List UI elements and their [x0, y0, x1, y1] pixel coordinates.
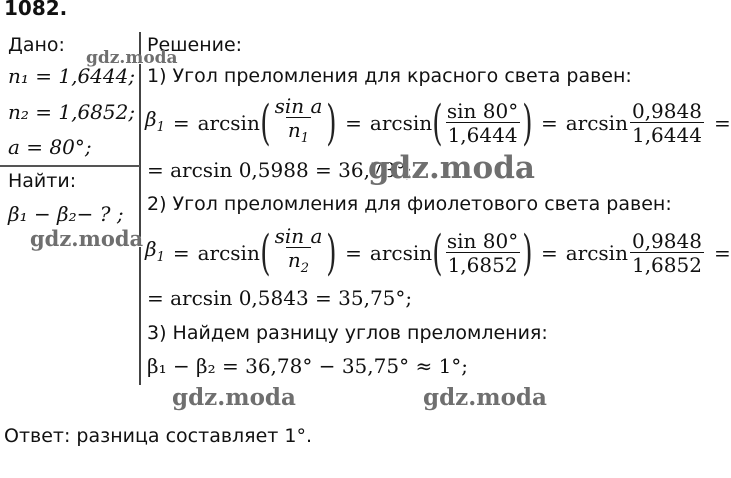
watermark-logo: gdz.moda: [368, 150, 535, 186]
find-title: Найти:: [8, 170, 77, 192]
eq2-arcsin: arcsin: [197, 241, 260, 265]
eq1-lhs: $\beta_1$: [145, 106, 165, 135]
step1-text: 1) Угол преломления для красного света равен:: [147, 65, 632, 87]
eq1-fraction-symbolic: $\frac{\text{sin a}}{n_1}$: [273, 95, 325, 151]
equation-2: $\beta_1$ = arcsin ( $\frac{\text{sin a}}{n_2}$ ) = arcsin ( $\frac{\sin 80^\circ}{1,6852}$ ) = arcsin $\frac{0,9848}{1,6852}$ =: [145, 224, 731, 281]
eq2-lhs: $\beta_1$: [145, 236, 165, 265]
problem-number: 1082.: [4, 0, 68, 20]
find-expression: β₁ − β₂− ? ;: [8, 202, 124, 226]
given-n1: n₁ = 1,6444;: [8, 64, 136, 88]
eq1-fraction-value: $\frac{0,9848}{1,6444}$: [631, 98, 702, 147]
eq3-difference: β₁ − β₂ = 36,78° − 35,75° ≈ 1°;: [147, 354, 469, 378]
given-find-divider: [0, 165, 140, 167]
given-angle: a = 80°;: [8, 135, 92, 159]
eq2-fraction-value: $\frac{0,9848}{1,6852}$: [631, 228, 702, 277]
solution-title: Решение:: [147, 34, 243, 56]
step2-text: 2) Угол преломления для фиолетового света равен:: [147, 193, 672, 215]
equation-1: $\beta_1$ = arcsin ( $\frac{\text{sin a}}{n_1}$ ) = arcsin ( $\frac{\sin 80^\circ}{1,6444}$ ) = arcsin $\frac{0,9848}{1,6444}$ =: [145, 94, 731, 151]
given-n2: n₂ = 1,6852;: [8, 100, 136, 124]
eq1-fraction-numeric: $\frac{\sin 80^\circ}{1,6444}$: [446, 98, 519, 147]
eq2-fraction-symbolic: $\frac{\text{sin a}}{n_2}$: [273, 225, 325, 281]
watermark-logo: gdz.moda: [30, 226, 144, 251]
watermark-logo: gdz.moda: [423, 384, 547, 411]
eq1-arcsin: arcsin: [197, 111, 260, 135]
watermark-logo: gdz.moda: [172, 384, 296, 411]
given-title: Дано:: [8, 34, 65, 56]
watermark-logo: gdz.moda: [86, 48, 178, 68]
eq2-fraction-numeric: $\frac{\sin 80^\circ}{1,6852}$: [446, 228, 519, 277]
step3-text: 3) Найдем разницу углов преломления:: [147, 322, 548, 344]
eq1-result: = arcsin 0,5988 = 36,78°;: [147, 158, 413, 182]
eq2-result: = arcsin 0,5843 = 35,75°;: [147, 286, 413, 310]
vertical-divider: [139, 32, 141, 385]
answer-text: Ответ: разница составляет 1°.: [4, 425, 313, 447]
